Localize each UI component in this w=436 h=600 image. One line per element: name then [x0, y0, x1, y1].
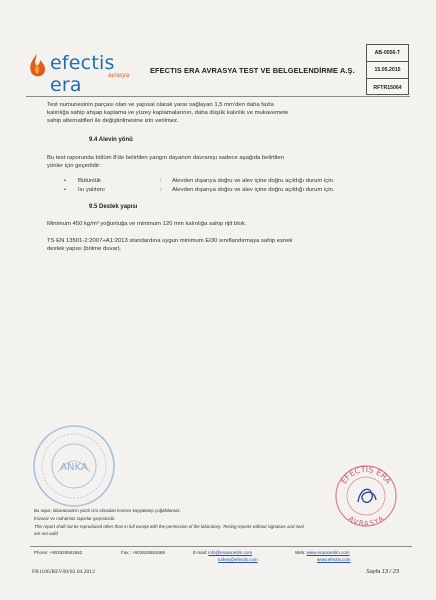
ref-code: AB-0556-T [367, 45, 408, 62]
footer-fax: Fax.: +902626581669 [121, 550, 165, 555]
stamp-top-text: EFECTIS ERA [339, 464, 393, 486]
bullet-value: Alevden dışarıya doğru ve alev içine doğru açıldığı durum için. [172, 178, 335, 184]
intro-line: kalınlığa sahip ahşap kaplama ve yüzey kaplamalarının, daha düşük kalınlık ve mukavemete [47, 110, 289, 117]
intro-line: sahip alternatifleri ile değiştirilmesine izin verilmez. [47, 118, 179, 125]
anka-stamp-text: ANKA [60, 462, 88, 473]
company-title: EFECTIS ERA AVRASYA TEST VE BELGELENDİRME A.Ş. [150, 66, 355, 75]
bullet-mark: • [64, 178, 67, 184]
signature-scribble [358, 489, 376, 502]
bullet-item-insulation [64, 187, 404, 196]
web-label: Web: [295, 550, 306, 555]
bullet-value: Alevden dışarıya doğru ve alev içine doğru açıldığı durum için. [172, 187, 335, 193]
form-code: FR1106/REV00/02.04.2012 [32, 569, 95, 575]
page-number: Sayfa 13 / 23 [366, 569, 399, 575]
bullet-item-integrity [64, 178, 404, 187]
footer-email-block [193, 550, 252, 556]
footer-web-block [295, 550, 349, 556]
intro-paragraph [47, 101, 288, 126]
footer-web-secondary-row [317, 557, 351, 563]
footer-note-tr-1: Bu rapor, laboratuvarın yazılı izni olmadan kısmen kopyalanıp çoğaltılamaz. [34, 508, 181, 513]
section-line: Bu test raporunda bölüm 8'de belirtilen yangın dayanım davranışı sadece aşağıda belirtilen [47, 155, 284, 161]
bullet-mark: • [64, 187, 67, 193]
efectis-logo [26, 50, 150, 96]
footer-email-secondary-row [218, 557, 258, 563]
reference-box [366, 44, 409, 95]
section-9-4-title: 9.4 Alevin yönü [89, 137, 133, 143]
logo-subtitle: avrasya [108, 73, 130, 79]
efectis-era-seal-stamp [330, 458, 402, 530]
section-9-5-paragraph: Minimum 450 kg/m³ yoğunluğa ve minimum 120 mm kalınlığa sahip rijit blok. [47, 221, 247, 227]
email-link-primary[interactable]: info@erausnetim.com [208, 550, 253, 555]
bullet-label: Isı yalıtımı [78, 187, 105, 193]
svg-text:EFECTIS ERA [339, 465, 393, 486]
ts-paragraph [47, 237, 292, 253]
ts-line: destek yapısı (bölme duvar). [47, 246, 122, 253]
ref-date: 15.05.2015 [367, 62, 408, 79]
section-line: yönler için geçerlidir: [47, 163, 101, 170]
email-label: E-mail: [193, 550, 208, 555]
flame-icon [26, 52, 48, 80]
stamp-bottom-text: AVRASYA [346, 514, 386, 529]
web-link-secondary[interactable]: www.efectis.com [317, 557, 351, 562]
logo-wordmark: efectis era [50, 52, 115, 96]
email-link-secondary[interactable]: turkey@efectis.com [218, 557, 258, 562]
ref-report-no: RFTR15064 [373, 84, 402, 91]
footer-phone: Phone: +902626581662 [34, 550, 83, 555]
anka-seal-stamp [28, 420, 120, 512]
footer-note-en-2: are not valid [34, 531, 58, 536]
bullet-colon: : [160, 178, 162, 184]
footer-divider [30, 546, 412, 547]
ts-line: TS EN 13501-2:2007+A1:2013 standardına uygun minimum EI30 sınıflandırmaya sahip esnek [47, 238, 293, 244]
section-9-5-title: 9.5 Destek yapısı [89, 204, 138, 210]
footer-note-tr-2: İmzasız ve mühürsüz raporlar geçersizdir. [34, 516, 116, 521]
section-9-4-paragraph [47, 154, 284, 170]
bullet-colon: : [160, 187, 162, 193]
footer-note-en-1: This report shall not be reproduced other than in full except with the permission of the laboratory. Testing reports without signature and seal [34, 524, 304, 529]
header-divider [26, 96, 410, 97]
web-link-primary[interactable]: www.erausnetim.com [306, 550, 350, 555]
intro-line: Test numunesinin parçası olan ve yapısal olarak yarar sağlayan 1,5 mm'den daha fazla [47, 102, 274, 108]
bullet-label: Bütünlük [78, 178, 101, 184]
